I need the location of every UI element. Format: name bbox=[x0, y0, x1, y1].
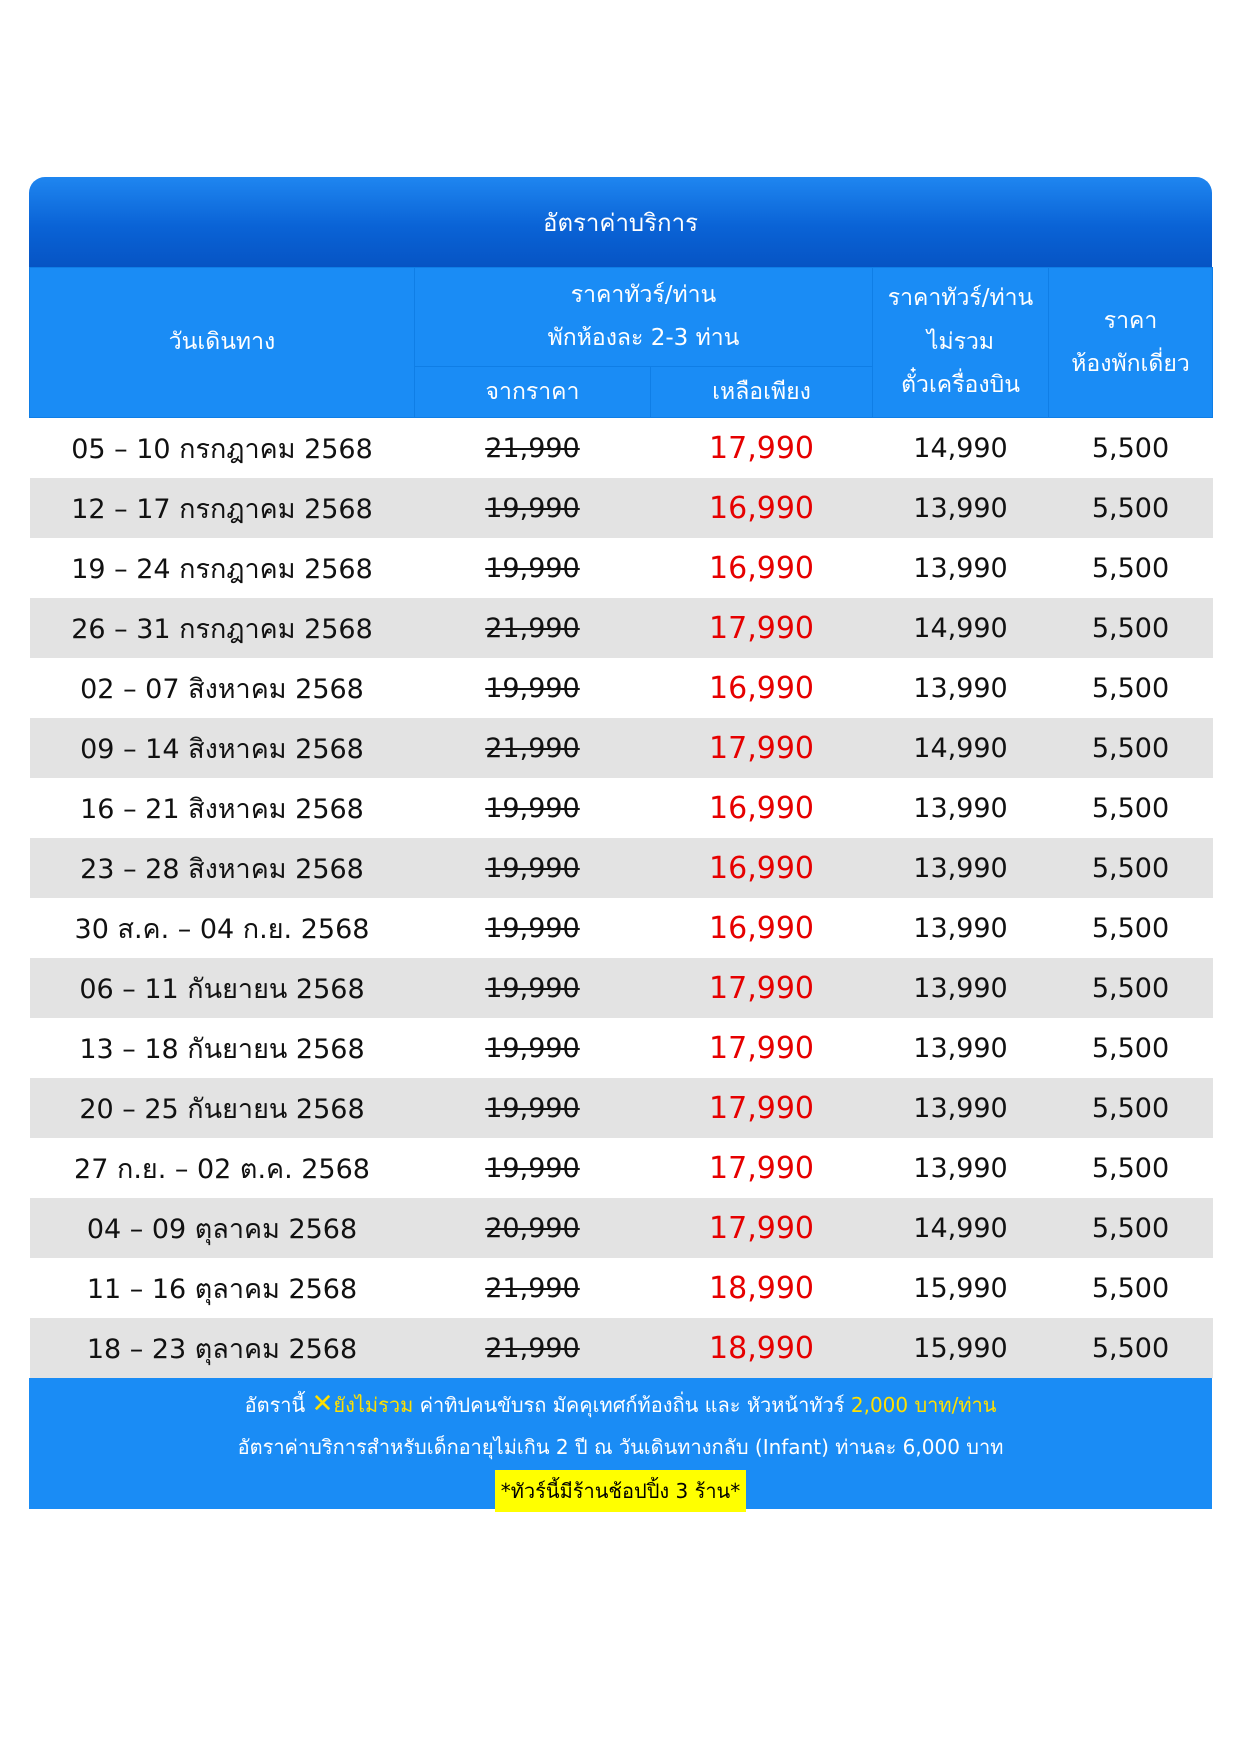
row-no-flight-price: 15,990 bbox=[913, 1272, 1008, 1304]
notes-box bbox=[29, 1378, 1212, 1509]
row-date: 05 – 10 กรกฎาคม 2568 bbox=[71, 433, 373, 465]
price-table bbox=[29, 267, 1213, 1378]
row-date: 19 – 24 กรกฎาคม 2568 bbox=[71, 553, 373, 585]
table-body bbox=[30, 418, 1213, 1379]
row-date: 27 ก.ย. – 02 ต.ค. 2568 bbox=[74, 1153, 370, 1185]
table-row bbox=[30, 898, 1213, 958]
row-single-price: 5,500 bbox=[1091, 912, 1170, 944]
row-date: 23 – 28 สิงหาคม 2568 bbox=[30, 838, 415, 898]
row-sale-price: 16,990 bbox=[709, 790, 814, 826]
row-no-flight-price: 15,990 bbox=[873, 1318, 1049, 1378]
row-old-price: 19,990 bbox=[415, 838, 651, 898]
row-single-price: 5,500 bbox=[1049, 958, 1213, 1018]
row-single-price: 5,500 bbox=[1049, 1198, 1213, 1258]
row-no-flight-price: 13,990 bbox=[913, 792, 1008, 824]
row-no-flight-price: 13,990 bbox=[913, 1032, 1008, 1064]
shopping-note: *ทัวร์นี้มีร้านช้อปปิ้ง 3 ร้าน* bbox=[495, 1470, 746, 1512]
row-old-price: 21,990 bbox=[415, 598, 651, 658]
row-date: 06 – 11 กันยายน 2568 bbox=[30, 958, 415, 1018]
page-title bbox=[29, 177, 1212, 267]
row-old-price: 19,990 bbox=[485, 1152, 580, 1184]
row-single-price: 5,500 bbox=[1091, 792, 1170, 824]
row-no-flight-price: 13,990 bbox=[873, 1078, 1049, 1138]
row-date: 09 – 14 สิงหาคม 2568 bbox=[30, 718, 415, 778]
table-row bbox=[30, 1078, 1213, 1138]
table-row bbox=[30, 1198, 1213, 1258]
row-old-price: 21,990 bbox=[415, 718, 651, 778]
row-sale-price: 17,990 bbox=[709, 1030, 814, 1066]
table-row bbox=[30, 658, 1213, 718]
price-sheet bbox=[29, 177, 1212, 1509]
row-date: 16 – 21 สิงหาคม 2568 bbox=[80, 793, 364, 825]
row-no-flight-price: 13,990 bbox=[873, 478, 1049, 538]
row-sale-price: 16,990 bbox=[651, 478, 873, 538]
row-no-flight-price: 14,990 bbox=[873, 718, 1049, 778]
row-date: 12 – 17 กรกฎาคม 2568 bbox=[30, 478, 415, 538]
title-text: อัตราค่าบริการ bbox=[543, 208, 698, 237]
row-no-flight-price: 14,990 bbox=[873, 598, 1049, 658]
row-single-price: 5,500 bbox=[1049, 1318, 1213, 1378]
header-no-flight: ราคาทัวร์/ท่าน ไม่รวม ตั๋วเครื่องบิน bbox=[873, 268, 1049, 418]
table-row bbox=[30, 598, 1213, 658]
row-sale-price: 17,990 bbox=[709, 1150, 814, 1186]
table-row bbox=[30, 1258, 1213, 1318]
table-row bbox=[30, 778, 1213, 838]
row-single-price: 5,500 bbox=[1049, 838, 1213, 898]
row-sale-price: 17,990 bbox=[651, 718, 873, 778]
table-row bbox=[30, 478, 1213, 538]
note-line-3 bbox=[29, 1470, 1212, 1513]
row-date: 30 ส.ค. – 04 ก.ย. 2568 bbox=[74, 913, 370, 945]
row-old-price: 19,990 bbox=[415, 1078, 651, 1138]
row-no-flight-price: 13,990 bbox=[913, 1152, 1008, 1184]
row-old-price: 19,990 bbox=[415, 958, 651, 1018]
table-row bbox=[30, 958, 1213, 1018]
row-sale-price: 16,990 bbox=[709, 670, 814, 706]
row-single-price: 5,500 bbox=[1091, 432, 1170, 464]
row-old-price: 19,990 bbox=[485, 672, 580, 704]
row-old-price: 21,990 bbox=[485, 432, 580, 464]
table-row bbox=[30, 838, 1213, 898]
row-date: 13 – 18 กันยายน 2568 bbox=[79, 1033, 365, 1065]
row-old-price: 19,990 bbox=[485, 1032, 580, 1064]
note-line-2: อัตราค่าบริการสำหรับเด็กอายุไม่เกิน 2 ปี ณ วันเดินทางกลับ (Infant) ท่านละ 6,000 บาท bbox=[237, 1435, 1004, 1459]
note-line-1: อัตรานี้ ✕ยังไม่รวม ค่าทิปคนขับรถ มัคคุเทศก์ท้องถิ่น และ หัวหน้าทัวร์ 2,000 บาท/ท่าน bbox=[244, 1389, 997, 1419]
row-no-flight-price: 14,990 bbox=[913, 432, 1008, 464]
row-old-price: 20,990 bbox=[415, 1198, 651, 1258]
row-sale-price: 18,990 bbox=[709, 1270, 814, 1306]
table-row bbox=[30, 1138, 1213, 1198]
row-date: 18 – 23 ตุลาคม 2568 bbox=[30, 1318, 415, 1378]
row-sale-price: 17,990 bbox=[651, 1078, 873, 1138]
row-single-price: 5,500 bbox=[1091, 672, 1170, 704]
header-date: วันเดินทาง bbox=[30, 268, 415, 418]
row-no-flight-price: 13,990 bbox=[913, 672, 1008, 704]
table-row bbox=[30, 1318, 1213, 1378]
row-no-flight-price: 13,990 bbox=[913, 552, 1008, 584]
row-sale-price: 16,990 bbox=[709, 910, 814, 946]
header-from-price: จากราคา bbox=[415, 367, 651, 418]
header-only: เหลือเพียง bbox=[651, 367, 873, 418]
table-row bbox=[30, 1018, 1213, 1078]
header-tour-price: ราคาทัวร์/ท่าน พักห้องละ 2-3 ท่าน bbox=[415, 268, 873, 367]
row-sale-price: 16,990 bbox=[651, 838, 873, 898]
row-no-flight-price: 13,990 bbox=[873, 838, 1049, 898]
row-no-flight-price: 13,990 bbox=[873, 958, 1049, 1018]
table-row bbox=[30, 538, 1213, 598]
row-old-price: 21,990 bbox=[415, 1318, 651, 1378]
row-date: 20 – 25 กันยายน 2568 bbox=[30, 1078, 415, 1138]
table-row bbox=[30, 418, 1213, 479]
table-row bbox=[30, 718, 1213, 778]
row-no-flight-price: 14,990 bbox=[873, 1198, 1049, 1258]
row-date: 26 – 31 กรกฎาคม 2568 bbox=[30, 598, 415, 658]
row-sale-price: 17,990 bbox=[651, 598, 873, 658]
row-sale-price: 17,990 bbox=[709, 430, 814, 466]
table-header bbox=[30, 268, 1213, 418]
row-sale-price: 18,990 bbox=[651, 1318, 873, 1378]
row-single-price: 5,500 bbox=[1091, 1152, 1170, 1184]
row-old-price: 19,990 bbox=[415, 478, 651, 538]
row-date: 04 – 09 ตุลาคม 2568 bbox=[30, 1198, 415, 1258]
row-sale-price: 17,990 bbox=[651, 958, 873, 1018]
row-sale-price: 17,990 bbox=[651, 1198, 873, 1258]
cross-icon: ✕ bbox=[311, 1389, 334, 1419]
row-single-price: 5,500 bbox=[1091, 1032, 1170, 1064]
row-single-price: 5,500 bbox=[1049, 478, 1213, 538]
row-single-price: 5,500 bbox=[1049, 718, 1213, 778]
row-single-price: 5,500 bbox=[1049, 598, 1213, 658]
row-date: 11 – 16 ตุลาคม 2568 bbox=[86, 1273, 358, 1305]
row-sale-price: 16,990 bbox=[709, 550, 814, 586]
row-date: 02 – 07 สิงหาคม 2568 bbox=[80, 673, 364, 705]
row-old-price: 19,990 bbox=[485, 912, 580, 944]
header-single-room: ราคา ห้องพักเดี่ยว bbox=[1049, 268, 1213, 418]
row-old-price: 19,990 bbox=[485, 552, 580, 584]
row-single-price: 5,500 bbox=[1091, 1272, 1170, 1304]
row-single-price: 5,500 bbox=[1049, 1078, 1213, 1138]
row-old-price: 21,990 bbox=[485, 1272, 580, 1304]
row-old-price: 19,990 bbox=[485, 792, 580, 824]
row-single-price: 5,500 bbox=[1091, 552, 1170, 584]
row-no-flight-price: 13,990 bbox=[913, 912, 1008, 944]
